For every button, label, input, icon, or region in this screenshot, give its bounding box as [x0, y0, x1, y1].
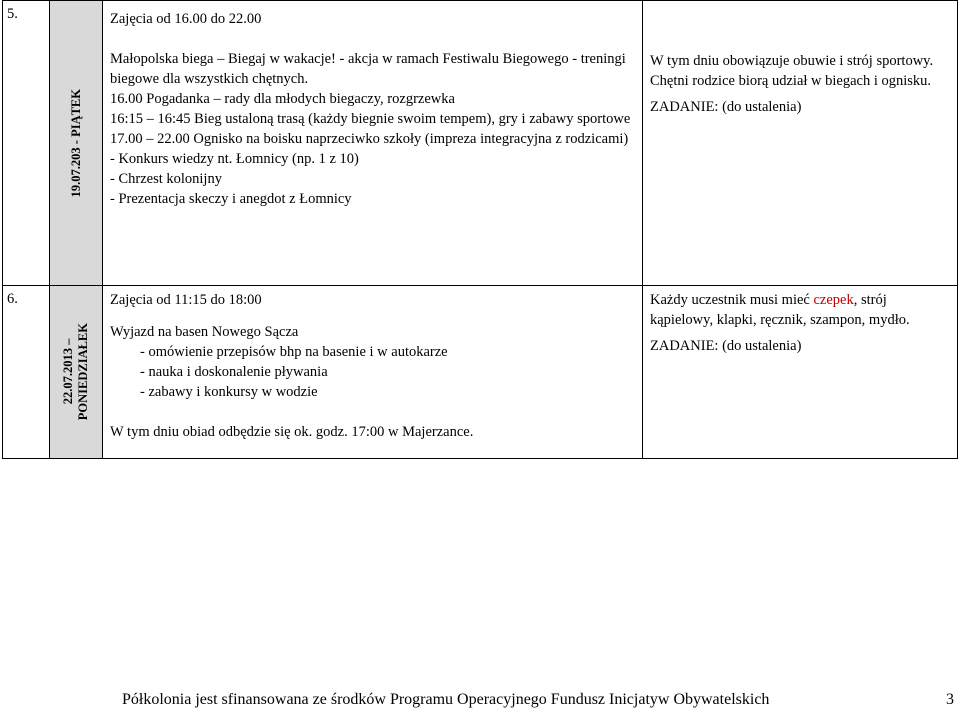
activity-line: - Chrzest kolonijny [110, 171, 222, 187]
highlight-text: czepek [813, 292, 854, 308]
activity-time: Zajęcia od 11:15 do 18:00 [110, 292, 262, 308]
activity-line: - Konkurs wiedzy nt. Łomnicy (np. 1 z 10) [110, 151, 359, 167]
table-row [3, 1, 958, 286]
table-row [3, 286, 958, 459]
notes-cell [643, 1, 958, 286]
activity-line: 16:15 – 16:45 Bieg ustaloną trasą (każdy biegnie swoim tempem), gry i zabawy sportowe [110, 111, 631, 127]
row-number: 5. [3, 1, 50, 286]
activities-cell [103, 1, 643, 286]
activity-line: 17.00 – 22.00 Ognisko na boisku naprzeciwko szkoły (impreza integracyjna z rodzicami) [110, 131, 629, 147]
activities-cell [103, 286, 643, 459]
activity-line: W tym dniu obiad odbędzie się ok. godz. 17:00 w Majerzance. [110, 424, 474, 440]
date-cell [50, 286, 103, 459]
date-label: 19.07.203 - PIĄTEK [68, 88, 83, 198]
activity-line: Małopolska biega – Biegaj w wakacje! - akcja w ramach Festiwalu Biegowego - treningi biegowe dla wszystkich chętnych. [110, 51, 626, 87]
activity-line: - omówienie przepisów bhp na basenie i w autokarze [140, 344, 448, 360]
note-line: W tym dniu obowiązuje obuwie i strój sportowy. [650, 53, 934, 69]
task-line: ZADANIE: (do ustalenia) [650, 338, 802, 354]
schedule-table [2, 0, 958, 459]
activity-time: Zajęcia od 16.00 do 22.00 [110, 11, 262, 27]
footer-text: Półkolonia jest sfinansowana ze środków Programu Operacyjnego Fundusz Inicjatyw Obywatelskich [122, 691, 770, 708]
task-line: ZADANIE: (do ustalenia) [650, 99, 802, 115]
activity-line: Wyjazd na basen Nowego Sącza [110, 324, 299, 340]
row-number: 6. [3, 286, 50, 459]
activity-line: - nauka i doskonalenie pływania [140, 364, 328, 380]
note-line: Chętni rodzice biorą udział w biegach i ognisku. [650, 73, 932, 89]
activity-line: - Prezentacja skeczy i anegdot z Łomnicy [110, 191, 352, 207]
activity-line: 16.00 Pogadanka – rady dla młodych biegaczy, rozgrzewka [110, 91, 455, 107]
date-cell [50, 1, 103, 286]
activity-line: - zabawy i konkursy w wodzie [140, 384, 318, 400]
note-line: Każdy uczestnik musi mieć czepek, strój kąpielowy, klapki, ręcznik, szampon, mydło. [650, 292, 910, 328]
date-label: 22.07.2013 – PONIEDZIAŁEK [61, 323, 90, 421]
page-number: 3 [946, 691, 954, 708]
notes-cell [643, 286, 958, 459]
page-footer [122, 690, 956, 710]
